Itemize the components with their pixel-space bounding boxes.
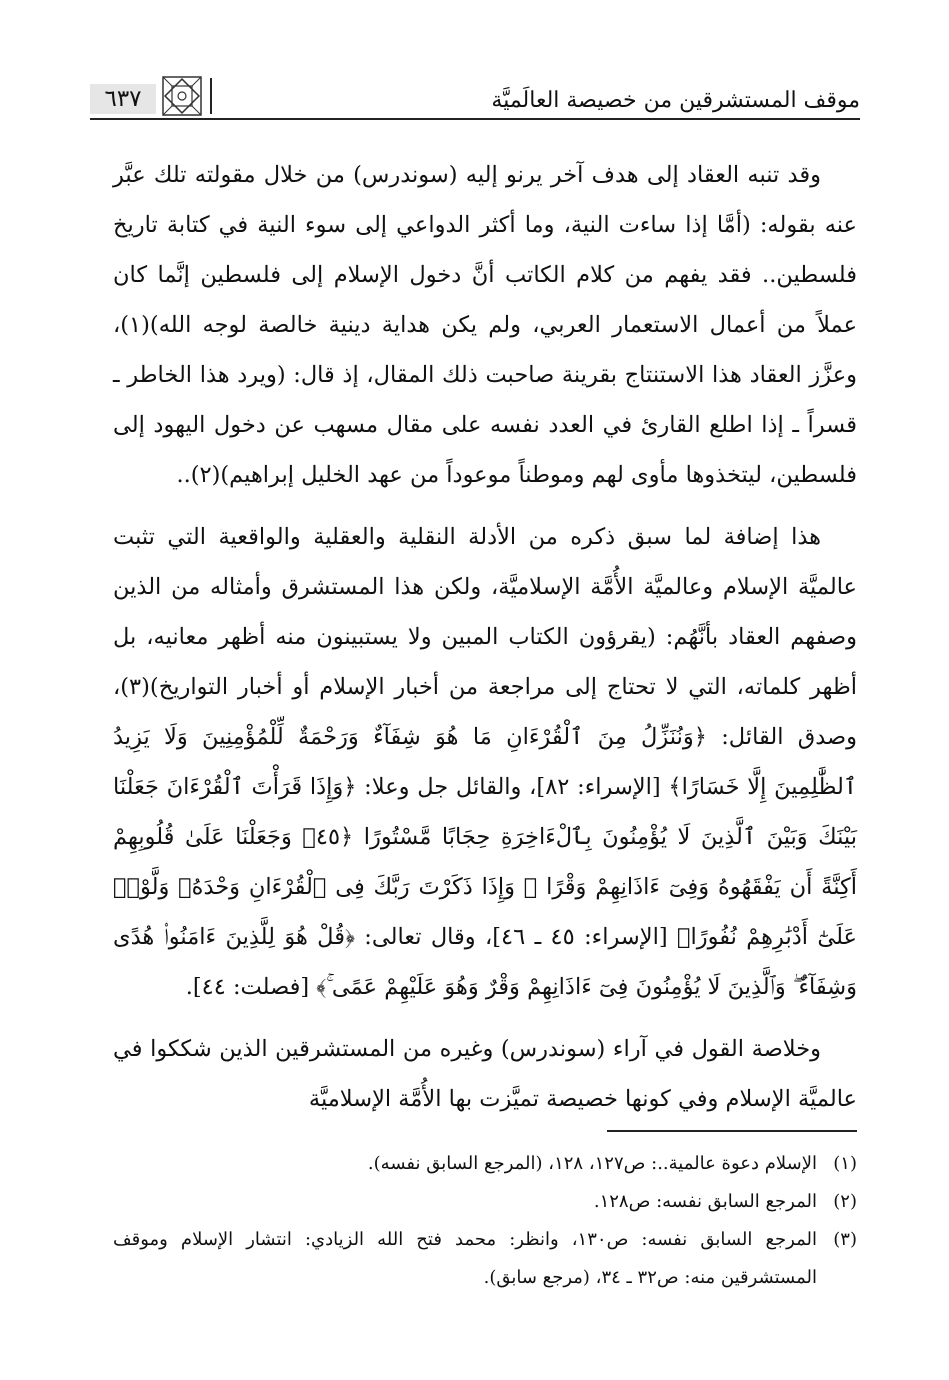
header-separator — [210, 78, 212, 114]
footnote — [113, 1221, 857, 1297]
footnote-number: (١) — [833, 1153, 857, 1174]
footnotes — [113, 1145, 857, 1297]
footnote-text: المرجع السابق نفسه: ص١٣٠، وانظر: محمد فتح الله الزيادي: انتشار الإسلام وموقف المستشرقين منه: ص٣٢ ـ ٣٤، (مرجع سابق). — [113, 1229, 817, 1288]
page-number: ٦٣٧ — [90, 84, 156, 114]
paragraph: هذا إضافة لما سبق ذكره من الأدلة النقلية والعقلية والواقعية التي تثبت عالميَّة الإسلام وعالميَّة الأُمَّة الإسلاميَّة، ولكن هذا المستشرق وأمثاله من الذين وصفهم العقاد بأنَّهُم: (يقرؤون الكتاب المبين ولا يستبينون منه أظهر معانيه، بل أظهر كلماته، التي لا تحتاج إلى مراجعة من أخبار الإسلام أو أخبار التواريخ)(٣)، وصدق القائل: ﴿وَنُنَزِّلُ مِنَ ٱلْقُرْءَانِ مَا هُوَ شِفَآءٌ وَرَحْمَةٌ لِّلْمُؤْمِنِينَ وَلَا يَزِيدُ ٱلظَّٰلِمِينَ إِلَّا خَسَارًا﴾ [الإسراء: ٨٢]، والقائل جل وعلا: ﴿وَإِذَا قَرَأْتَ ٱلْقُرْءَانَ جَعَلْنَا بَيْنَكَ وَبَيْنَ ٱلَّذِينَ لَا يُؤْمِنُونَ بِٱلْءَاخِرَةِ حِجَابًا مَّسْتُورًا ﴿٤٥﴾ وَجَعَلْنَا عَلَىٰ قُلُوبِهِمْ أَكِنَّةً أَن يَفْقَهُوهُ وَفِىٓ ءَاذَانِهِمْ وَقْرًا ۚ وَإِذَا ذَكَرْتَ رَبَّكَ فِى ٱلْقُرْءَانِ وَحْدَهُۥ وَلَّوْا۟ عَلَىٰٓ أَدْبَٰرِهِمْ نُفُورًا﴾ [الإسراء: ٤٥ ـ ٤٦]، وقال تعالى: ﴿قُلْ هُوَ لِلَّذِينَ ءَامَنُوا۟ هُدًى وَشِفَآءٌ ۖ وَٱلَّذِينَ لَا يُؤْمِنُونَ فِىٓ ءَاذَانِهِمْ وَقْرٌ وَهُوَ عَلَيْهِمْ عَمًى ۚ﴾ [فصلت: ٤٤]. — [113, 524, 857, 1000]
main-text — [113, 150, 857, 1136]
page-header — [90, 74, 860, 120]
footnote-number: (٣) — [833, 1229, 857, 1250]
footnote-text: المرجع السابق نفسه: ص١٢٨. — [593, 1191, 817, 1212]
footnote-text: الإسلام دعوة عالمية..: ص١٢٧، ١٢٨، (المرجع السابق نفسه). — [367, 1153, 817, 1174]
running-title: موقف المستشرقين من خصيصة العالَميَّة — [491, 88, 860, 113]
paragraph: وقد تنبه العقاد إلى هدف آخر يرنو إليه (سوندرس) من خلال مقولته تلك عبَّر عنه بقوله: (أمَّا إذا ساءت النية، وما أكثر الدواعي إلى سوء النية في كتابة تاريخ فلسطين.. فقد يفهم من كلام الكاتب أنَّ دخول الإسلام إلى فلسطين إنَّما كان عملاً من أعمال الاستعمار العربي، ولم يكن هداية دينية خالصة لوجه الله)(١)، وعزَّز العقاد هذا الاستنتاج بقرينة صاحبت ذلك المقال، إذ قال: (ويرد هذا الخاطر ـ قسراً ـ إذا اطلع القارئ في العدد نفسه على مقال مسهب عن دخول اليهود إلى فلسطين، ليتخذوها مأوى لهم وموطناً موعوداً من عهد الخليل إبراهيم)(٢).. — [113, 162, 857, 488]
paragraph: وخلاصة القول في آراء (سوندرس) وغيره من المستشرقين الذين شككوا في عالميَّة الإسلام وفي كونها خصيصة تميَّزت بها الأُمَّة الإسلاميَّة — [113, 1036, 857, 1112]
footnote — [113, 1145, 857, 1183]
footnote — [113, 1183, 857, 1221]
footnote-separator — [607, 1130, 857, 1132]
footnote-number: (٢) — [833, 1191, 857, 1212]
geometric-ornament-icon — [162, 76, 202, 116]
